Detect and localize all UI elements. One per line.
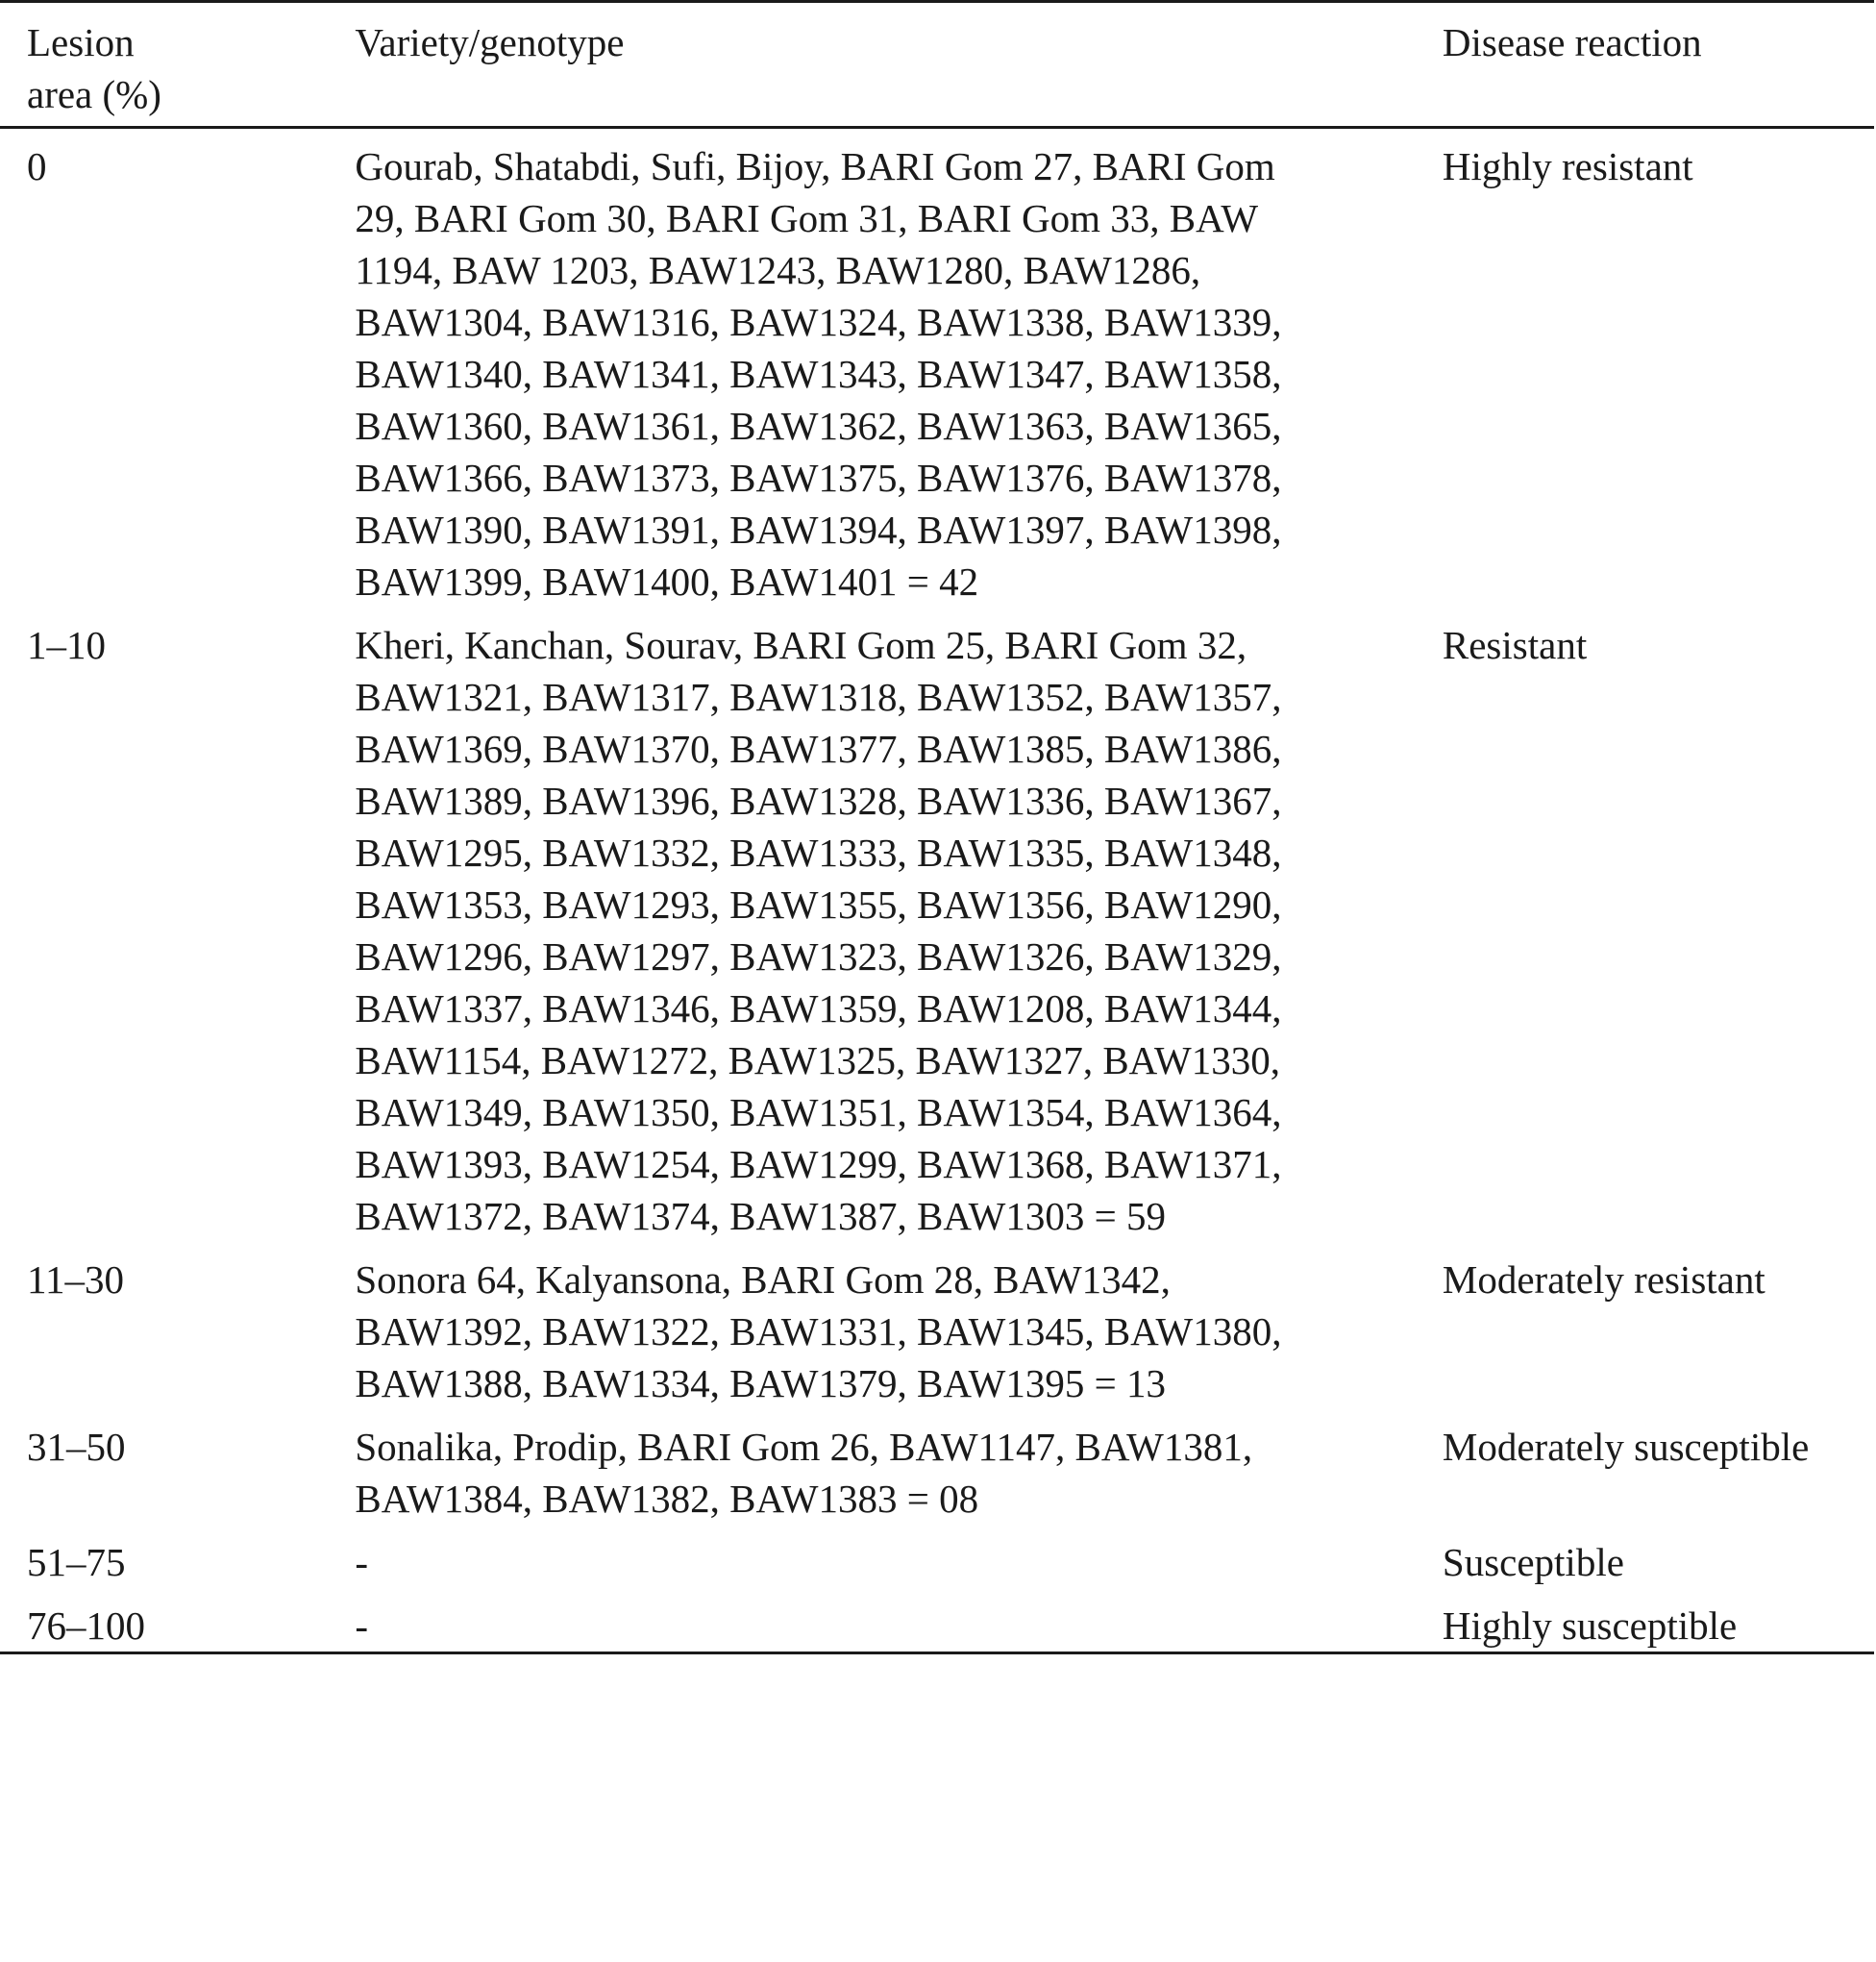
cell-reaction: Resistant [1442,623,1588,667]
header-lesion-area-label: Lesion area (%) [27,20,161,116]
cell-lesion-area: 0 [27,144,47,188]
cell-variety-text: Sonora 64, Kalyansona, BARI Gom 28, BAW1342, BAW1392, BAW1322, BAW1331, BAW1345, BAW1380, BAW1388, BAW1334, BAW1379, BAW1395 = 13 [355,1257,1282,1405]
cell-reaction: Highly resistant [1442,144,1693,188]
header-lesion-area [0,2,355,128]
cell-variety-text: - [355,1603,369,1648]
cell-variety [355,1409,1443,1525]
cell-variety-text: Kheri, Kanchan, Sourav, BARI Gom 25, BARI Gom 32, BAW1321, BAW1317, BAW1318, BAW1352, BAW1357, BAW1369, BAW1370, BAW1377, BAW1385, BAW1386, BAW1389, BAW1396, BAW1328, BAW1336, BAW1367, BAW1295, BAW1332, BAW1333, BAW1335, BAW1348, BAW1353, BAW1293, BAW1355, BAW1356, BAW1290, BAW1296, BAW1297, BAW1323, BAW1326, BAW1329, BAW1337, BAW1346, BAW1359, BAW1208, BAW1344, BAW1154, BAW1272, BAW1325, BAW1327, BAW1330, BAW1349, BAW1350, BAW1351, BAW1354, BAW1364, BAW1393, BAW1254, BAW1299, BAW1368, BAW1371, BAW1372, BAW1374, BAW1387, BAW1303 = 59 [355,623,1282,1238]
table-row [0,128,1874,608]
cell-lesion-area: 11–30 [27,1257,124,1302]
cell-reaction: Highly susceptible [1442,1603,1738,1648]
table-row [0,1588,1874,1653]
header-reaction: Disease reaction [1442,20,1702,64]
cell-variety [355,1588,1443,1653]
cell-variety-text: Gourab, Shatabdi, Sufi, Bijoy, BARI Gom 27, BARI Gom 29, BARI Gom 30, BARI Gom 31, BARI Gom 33, BAW 1194, BAW 1203, BAW1243, BAW1280, BAW1286, BAW1304, BAW1316, BAW1324, BAW1338, BAW1339, BAW1340, BAW1341, BAW1343, BAW1347, BAW1358, BAW1360, BAW1361, BAW1362, BAW1363, BAW1365, BAW1366, BAW1373, BAW1375, BAW1376, BAW1378, BAW1390, BAW1391, BAW1394, BAW1397, BAW1398, BAW1399, BAW1400, BAW1401 = 42 [355,144,1282,604]
cell-reaction: Moderately resistant [1442,1257,1765,1302]
table-row [0,1525,1874,1588]
cell-variety-text: Sonalika, Prodip, BARI Gom 26, BAW1147, BAW1381, BAW1384, BAW1382, BAW1383 = 08 [355,1425,1253,1521]
header-row [0,2,1874,128]
cell-lesion-area: 76–100 [27,1603,145,1648]
table-header [0,2,1874,128]
cell-variety [355,128,1443,608]
cell-reaction: Moderately susceptible [1442,1425,1810,1469]
table-row [0,608,1874,1242]
cell-variety [355,1242,1443,1409]
cell-variety [355,608,1443,1242]
cell-lesion-area: 1–10 [27,623,106,667]
header-variety: Variety/genotype [355,20,625,64]
table-body [0,128,1874,1653]
cell-variety [355,1525,1443,1588]
table-row [0,1242,1874,1409]
cell-variety-text: - [355,1540,369,1584]
cell-lesion-area: 31–50 [27,1425,126,1469]
table-row [0,1409,1874,1525]
cell-lesion-area: 51–75 [27,1540,126,1584]
cell-reaction: Susceptible [1442,1540,1624,1584]
